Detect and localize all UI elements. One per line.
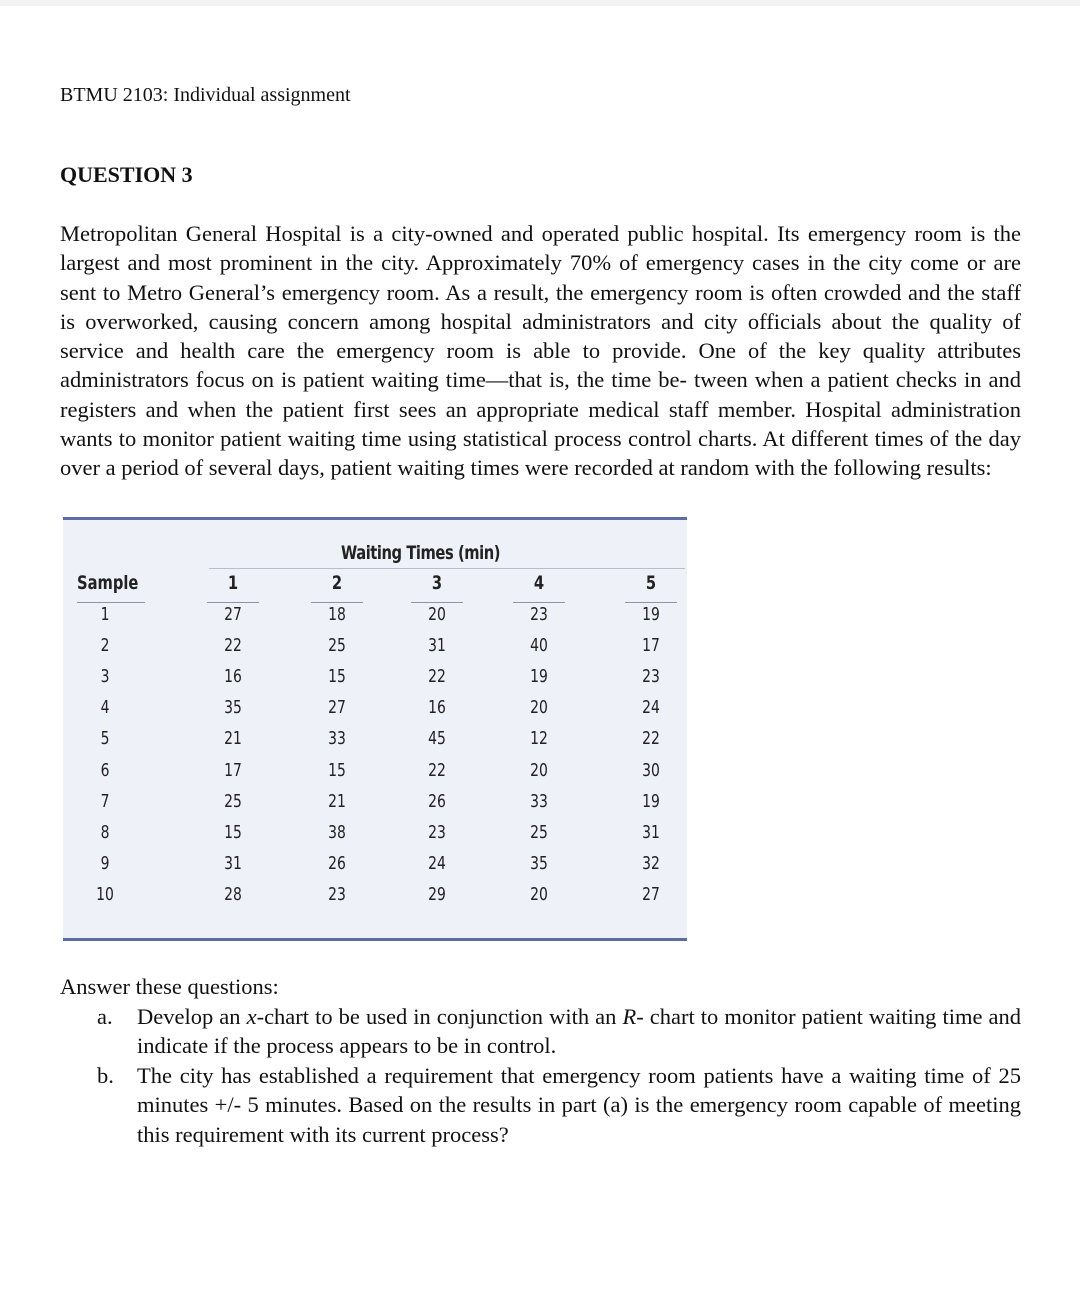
answer-item: [60, 1002, 1021, 1061]
waiting-time-cell: 30: [642, 759, 660, 781]
column-header-5: 5: [645, 572, 657, 594]
waiting-time-cell: 25: [328, 635, 346, 657]
waiting-time-cell: 45: [428, 728, 446, 750]
waiting-time-cell: 16: [428, 697, 446, 719]
waiting-time-cell: 22: [428, 759, 446, 781]
waiting-time-cell: 17: [224, 759, 242, 781]
column-header-rule: [207, 602, 259, 603]
sample-header-rule: [77, 602, 145, 603]
column-header-3: 3: [431, 572, 443, 594]
waiting-time-cell: 33: [328, 728, 346, 750]
waiting-time-cell: 35: [224, 697, 242, 719]
column-header-1: 1: [227, 572, 239, 594]
column-header-rule: [311, 602, 363, 603]
waiting-times-table: [63, 517, 687, 941]
waiting-time-cell: 23: [642, 666, 660, 688]
sample-number-cell: 7: [100, 790, 110, 812]
waiting-time-cell: 22: [428, 666, 446, 688]
sample-number-cell: 8: [100, 821, 110, 843]
waiting-time-cell: 35: [530, 852, 548, 874]
column-header-4: 4: [533, 572, 545, 594]
table-row: [63, 884, 687, 915]
waiting-time-cell: 19: [530, 666, 548, 688]
column-header-rule: [411, 602, 463, 603]
sample-number-cell: 4: [100, 697, 110, 719]
answer-item-marker: b.: [97, 1062, 114, 1088]
waiting-time-cell: 19: [642, 790, 660, 812]
waiting-time-cell: 24: [428, 852, 446, 874]
answer-item-marker: a.: [97, 1003, 113, 1029]
waiting-time-cell: 31: [642, 821, 660, 843]
sample-number-cell: 1: [100, 604, 110, 625]
waiting-time-cell: 12: [530, 728, 548, 750]
waiting-time-cell: 20: [530, 759, 548, 781]
waiting-time-cell: 17: [642, 635, 660, 657]
sample-number-cell: 9: [100, 852, 110, 874]
sample-number-cell: 3: [100, 666, 110, 688]
waiting-time-cell: 22: [224, 635, 242, 657]
waiting-time-cell: 23: [530, 604, 548, 625]
answer-list: [60, 1002, 1021, 1150]
table-row: [63, 635, 687, 666]
group-header-rule: [209, 568, 685, 569]
waiting-time-cell: 31: [224, 852, 242, 874]
column-header-2: 2: [331, 572, 343, 594]
waiting-time-cell: 40: [530, 635, 548, 657]
waiting-time-cell: 15: [328, 759, 346, 781]
table-row: [63, 760, 687, 791]
answer-item-text: Develop an x-chart to be used in conjunction with an R- chart to monitor patient waiting time and indicate if the process appears to be in control.: [137, 1003, 1022, 1058]
waiting-time-cell: 26: [328, 852, 346, 874]
column-header-rule: [513, 602, 565, 603]
waiting-time-cell: 29: [428, 883, 446, 905]
table-row: [63, 697, 687, 728]
waiting-time-cell: 18: [328, 604, 346, 625]
waiting-time-cell: 22: [642, 728, 660, 750]
waiting-time-cell: 27: [642, 883, 660, 905]
table-row: [63, 728, 687, 759]
question-title: QUESTION 3: [60, 162, 193, 187]
document-header: BTMU 2103: Individual assignment: [60, 84, 351, 106]
waiting-time-cell: 19: [642, 604, 660, 625]
table-group-header: Waiting Times (min): [341, 542, 501, 564]
table-row: [63, 853, 687, 884]
table-row: [63, 791, 687, 822]
waiting-time-cell: 20: [530, 883, 548, 905]
answer-item-text: The city has established a requirement that emergency room patients have a waiting time of 25 minutes +/- 5 minutes. Based on the results in part (a) is the emergency room capable of meeting this requirement with its current process?: [137, 1062, 1021, 1147]
waiting-time-cell: 20: [530, 697, 548, 719]
waiting-time-cell: 25: [530, 821, 548, 843]
waiting-time-cell: 20: [428, 604, 446, 625]
sample-number-cell: 6: [100, 759, 110, 781]
waiting-time-cell: 28: [224, 883, 242, 905]
table-row: [63, 822, 687, 853]
waiting-time-cell: 23: [328, 883, 346, 905]
sample-column-header: Sample: [77, 572, 139, 594]
waiting-time-cell: 38: [328, 821, 346, 843]
waiting-time-cell: 24: [642, 697, 660, 719]
waiting-time-cell: 23: [428, 821, 446, 843]
waiting-time-cell: 15: [328, 666, 346, 688]
waiting-time-cell: 15: [224, 821, 242, 843]
answers-section: [60, 972, 1021, 1149]
answers-lead: Answer these questions:: [60, 974, 279, 999]
waiting-time-cell: 26: [428, 790, 446, 812]
waiting-time-cell: 25: [224, 790, 242, 812]
sample-number-cell: 2: [100, 635, 110, 657]
table-row: [63, 604, 687, 635]
sample-number-cell: 10: [96, 883, 114, 905]
waiting-time-cell: 33: [530, 790, 548, 812]
waiting-time-cell: 32: [642, 852, 660, 874]
waiting-time-cell: 16: [224, 666, 242, 688]
question-paragraph: Metropolitan General Hospital is a city-owned and operated public hospital. Its emergency room is the largest and most prominent in the city. Approximately 70% of emergency cases in the city come or are sent to Metro General’s emergency room. As a result, the emergency room is often crowded and the staff is overworked, causing concern among hospital administrators and city officials about the quality of service and health care the emergency room is able to provide. One of the key quality attributes administrators focus on is patient waiting time—that is, the time be- tween when a patient checks in and registers and when the patient first sees an appropriate medical staff member. Hospital administration wants to monitor patient waiting time using statistical process control charts. At different times of the day over a period of several days, patient waiting times were recorded at random with the following results:: [60, 221, 1021, 481]
waiting-time-cell: 21: [328, 790, 346, 812]
top-rule: [0, 0, 1080, 6]
waiting-time-cell: 27: [328, 697, 346, 719]
waiting-time-cell: 27: [224, 604, 242, 625]
waiting-time-cell: 31: [428, 635, 446, 657]
answer-item: [60, 1061, 1021, 1150]
table-row: [63, 666, 687, 697]
column-header-rule: [625, 602, 677, 603]
sample-number-cell: 5: [100, 728, 110, 750]
waiting-time-cell: 21: [224, 728, 242, 750]
